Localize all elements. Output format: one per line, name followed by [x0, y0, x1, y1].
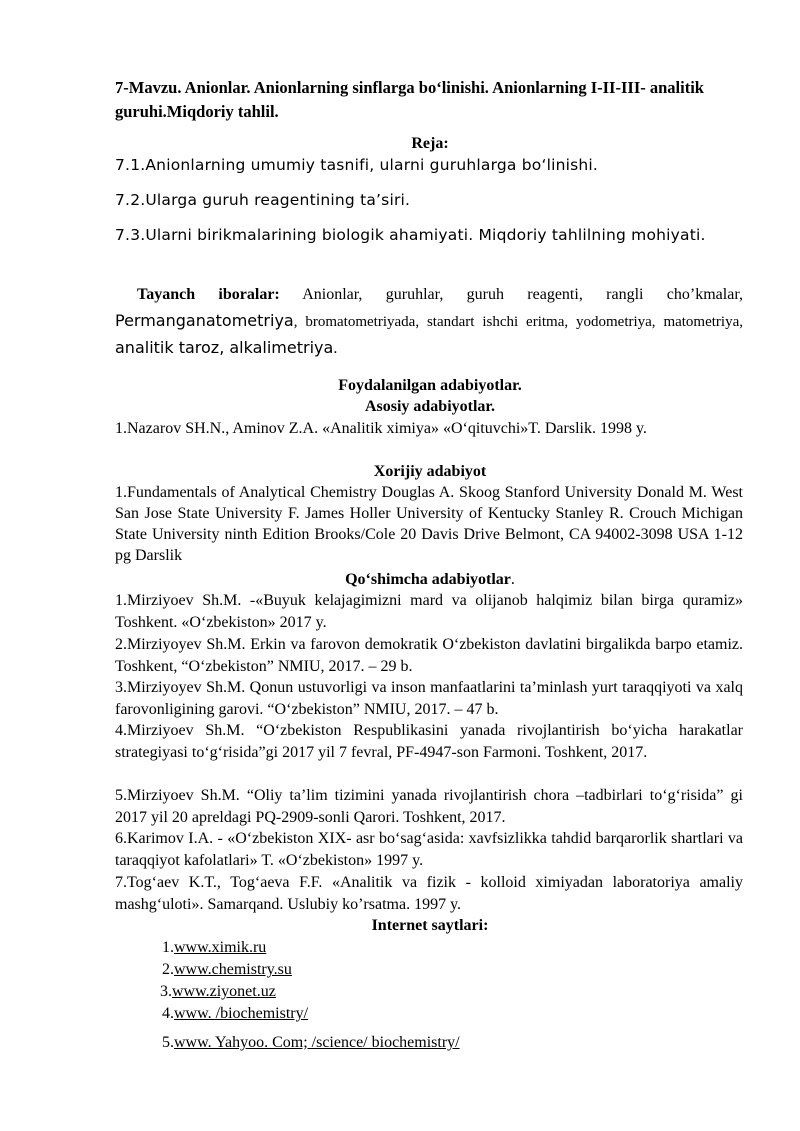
- reference-item: 6.Karimov I.A. - «O‘zbekiston XIX- asr bo‘sag‘asida: xavfsizlikka tahdid barqarorlik shartlari va taraqqiyot kafolatlari» T. «O‘zbekiston» 1997 y.: [115, 830, 743, 869]
- website-link[interactable]: www.chemistry.su: [174, 961, 292, 978]
- keyword-term: analitik taroz, alkalimetriya: [115, 338, 334, 357]
- main-references-heading: Asosiy adabiyotlar.: [364, 398, 496, 415]
- additional-references-heading: [115, 569, 745, 590]
- additional-references-label: Qo‘shimcha adabiyotlar: [345, 571, 511, 588]
- internet-link-item: [162, 959, 292, 981]
- internet-link-item: [160, 981, 276, 1003]
- keyword-term: Permanganatometriya: [115, 311, 294, 330]
- website-link[interactable]: www. Yahyoo. Com; /science/ biochemistry/: [174, 1034, 460, 1051]
- link-number: 4.: [162, 1005, 174, 1022]
- keywords-text: Anionlar, guruhlar, guruh reagenti, rangli cho’kmalar,: [279, 286, 744, 303]
- plan-item: 7.2.Ularga guruh reagentining ta’siri.: [115, 191, 411, 209]
- plan-heading: Reja:: [411, 135, 449, 152]
- website-link[interactable]: www.ziyonet.uz: [172, 983, 276, 1000]
- plan-item: 7.3.Ularni birikmalarining biologik ahamiyati. Miqdoriy tahlilning mohiyati.: [115, 226, 706, 244]
- website-link[interactable]: www.ximik.ru: [174, 939, 267, 956]
- reference-item: 1.Fundamentals of Analytical Chemistry Douglas A. Skoog Stanford University Donald M. West San Jose State University F. James Holler University of Kentucky Stanley R. Crouch Michigan State University ninth Edition Brooks/Cole 20 Davis Drive Belmont, CA 94002-3098 USA 1-12 pg Darslik: [115, 484, 743, 564]
- keywords-label: Tayanch iboralar:: [137, 286, 280, 303]
- reference-item: 1.Mirziyoev Sh.M. -«Buyuk kelajagimizni mard va olijanob halqimiz bilan birga quramiz» Toshkent. «O‘zbekiston» 2017 y.: [115, 592, 743, 631]
- reference-item: 7.Tog‘aev K.T., Tog‘aeva F.F. «Analitik va fizik - kolloid ximiyadan laboratoriya amaliy mashg‘uloti». Samarqand. Uslubiy ko’rsatma. 1997 y.: [115, 874, 743, 913]
- page-title: 7-Mavzu. Anionlar. Anionlarning sinflarga bo‘linishi. Anionlarning I-II-III- analitik guruhi.Miqdoriy tahlil.: [115, 78, 704, 121]
- keywords-paragraph: [115, 282, 743, 362]
- link-number: 1.: [162, 939, 174, 956]
- reference-item: 2.Mirziyoyev Sh.M. Erkin va farovon demokratik O‘zbekiston davlatini birgalikda barpo etamiz. Toshkent, “O‘zbekiston” NMIU, 2017. – 29 b.: [115, 636, 743, 675]
- keywords-end: .: [333, 340, 338, 357]
- link-number: 5.: [162, 1034, 174, 1051]
- heading-period: .: [510, 571, 515, 588]
- internet-link-item: [162, 1032, 460, 1054]
- website-link[interactable]: www. /biochemistry/: [174, 1005, 309, 1022]
- reference-item: 1.Nazarov SH.N., Aminov Z.A. «Analitik ximiya» «O‘qituvchi»T. Darslik. 1998 y.: [115, 420, 647, 437]
- internet-heading: Internet saytlari:: [371, 917, 489, 934]
- reference-item: 4.Mirziyoev Sh.M. “O‘zbekiston Respublikasini yanada rivojlantirish bo‘yicha harakatlar strategiyasi to‘g‘risida”gi 2017 yil 7 fevral, PF-4947-son Farmoni. Toshkent, 2017.: [115, 722, 743, 761]
- keywords-text: , bromatometriyada, standart ishchi eritma, yodometriya, matometriya,: [293, 314, 743, 330]
- references-heading: Foydalanilgan adabiyotlar.: [338, 377, 522, 394]
- reference-item: 3.Mirziyoyev Sh.M. Qonun ustuvorligi va inson manfaatlarini ta’minlash yurt taraqqiyoti va xalq farovonligining garovi. “O‘zbekiston” NMIU, 2017. – 47 b.: [115, 679, 743, 718]
- internet-link-item: [162, 1003, 308, 1025]
- link-number: 3.: [160, 983, 172, 1000]
- link-number: 2.: [162, 961, 174, 978]
- foreign-references-heading: Xorijiy adabiyot: [373, 463, 487, 480]
- plan-item: 7.1.Anionlarning umumiy tasnifi, ularni guruhlarga bo‘linishi.: [115, 156, 599, 174]
- reference-item: 5.Mirziyoev Sh.M. “Oliy ta’lim tizimini yanada rivojlantirish chora –tadbirlari to‘g‘risida” gi 2017 yil 20 apreldagi PQ-2909-sonli Qarori. Toshkent, 2017.: [115, 787, 743, 826]
- internet-link-item: [162, 937, 266, 959]
